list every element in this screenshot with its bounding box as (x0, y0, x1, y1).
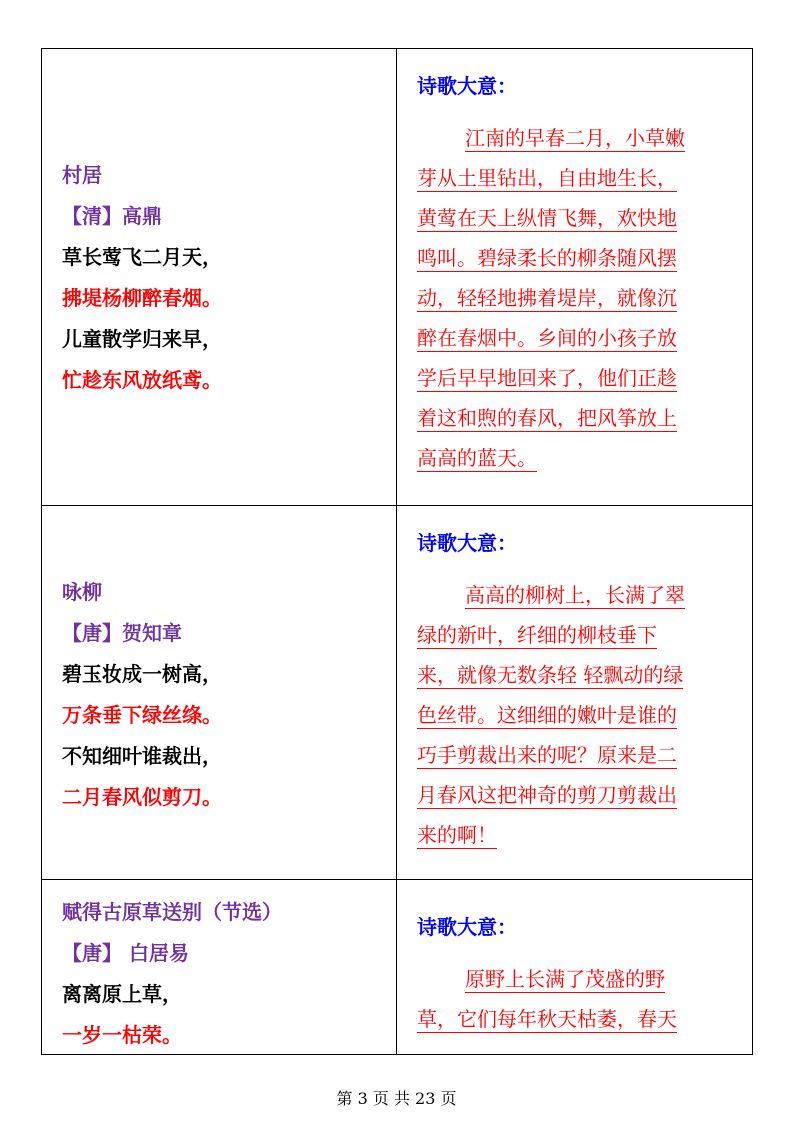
poem-author: 【唐】贺知章 (62, 621, 182, 645)
page-footer: 第 3 页 共 23 页 (336, 1089, 457, 1108)
meaning-line: 动，轻轻地拂着堤岸，就像沉 (417, 286, 677, 310)
meaning-line: 巧手剪裁出来的呢？原来是二 (417, 743, 677, 767)
meaning-block (417, 523, 737, 855)
meaning-cell (397, 506, 753, 880)
poem-title: 村居 (62, 163, 102, 187)
poem-line: 忙趁东风放纸鸢。 (62, 368, 222, 392)
meaning-line: 高高的柳树上，长满了翠 (465, 583, 685, 607)
meaning-line: 月春风这把神奇的剪刀剪裁出 (417, 783, 677, 807)
meaning-line: 来，就像无数条轻 轻飘动的绿 (417, 663, 684, 687)
poem-cell (42, 49, 397, 506)
meaning-paragraph (417, 959, 737, 1039)
poem-cell (42, 506, 397, 880)
poem-line: 草长莺飞二月天， (62, 245, 222, 269)
meaning-cell (397, 880, 753, 1055)
meaning-line: 着这和煦的春风，把风筝放上 (417, 406, 677, 430)
poem-row (42, 49, 753, 506)
meaning-block (417, 66, 737, 478)
poem-table (41, 48, 753, 1055)
meaning-block (417, 907, 737, 1039)
meaning-line: 草，它们每年秋天枯萎，春天 (417, 1007, 677, 1031)
poem-cell (42, 880, 397, 1055)
poem-author: 【清】高鼎 (62, 204, 162, 228)
poem-block (62, 155, 222, 401)
meaning-line: 来的啊！ (417, 823, 497, 847)
meaning-cell (397, 49, 753, 506)
poem-author: 【唐】 白居易 (62, 941, 189, 965)
meaning-line: 高高的蓝天。 (417, 446, 537, 470)
poem-line: 离离原上草， (62, 982, 182, 1006)
meaning-line: 江南的早春二月，小草嫩 (465, 126, 685, 150)
poem-line: 万条垂下绿丝绦。 (62, 703, 222, 727)
meaning-line: 鸣叫。碧绿柔长的柳条随风摆 (417, 246, 677, 270)
meaning-line: 绿的新叶，纤细的柳枝垂下 (417, 623, 657, 647)
poem-block (62, 892, 282, 1056)
poem-title: 咏柳 (62, 580, 102, 604)
poem-line: 二月春风似剪刀。 (62, 785, 222, 809)
meaning-paragraph (417, 118, 737, 478)
poem-line: 碧玉妆成一树高， (62, 662, 222, 686)
meaning-heading: 诗歌大意： (417, 74, 517, 98)
poem-line: 儿童散学归来早， (62, 327, 222, 351)
meaning-heading: 诗歌大意： (417, 531, 517, 555)
poem-line: 一岁一枯荣。 (62, 1023, 182, 1047)
meaning-line: 黄莺在天上纵情飞舞，欢快地 (417, 206, 677, 230)
meaning-line: 原野上长满了茂盛的野 (465, 967, 665, 991)
meaning-line: 学后早早地回来了，他们正趁 (417, 366, 677, 390)
poem-line: 拂堤杨柳醉春烟。 (62, 286, 222, 310)
poem-title: 赋得古原草送别（节选） (62, 900, 282, 924)
meaning-line: 色丝带。这细细的嫩叶是谁的 (417, 703, 677, 727)
poem-row (42, 880, 753, 1055)
meaning-paragraph (417, 575, 737, 855)
poem-block (62, 572, 222, 818)
poem-line: 不知细叶谁裁出， (62, 744, 222, 768)
meaning-line: 芽从土里钻出，自由地生长， (417, 166, 677, 190)
poem-row (42, 506, 753, 880)
meaning-line: 醉在春烟中。乡间的小孩子放 (417, 326, 677, 350)
meaning-heading: 诗歌大意： (417, 915, 517, 939)
